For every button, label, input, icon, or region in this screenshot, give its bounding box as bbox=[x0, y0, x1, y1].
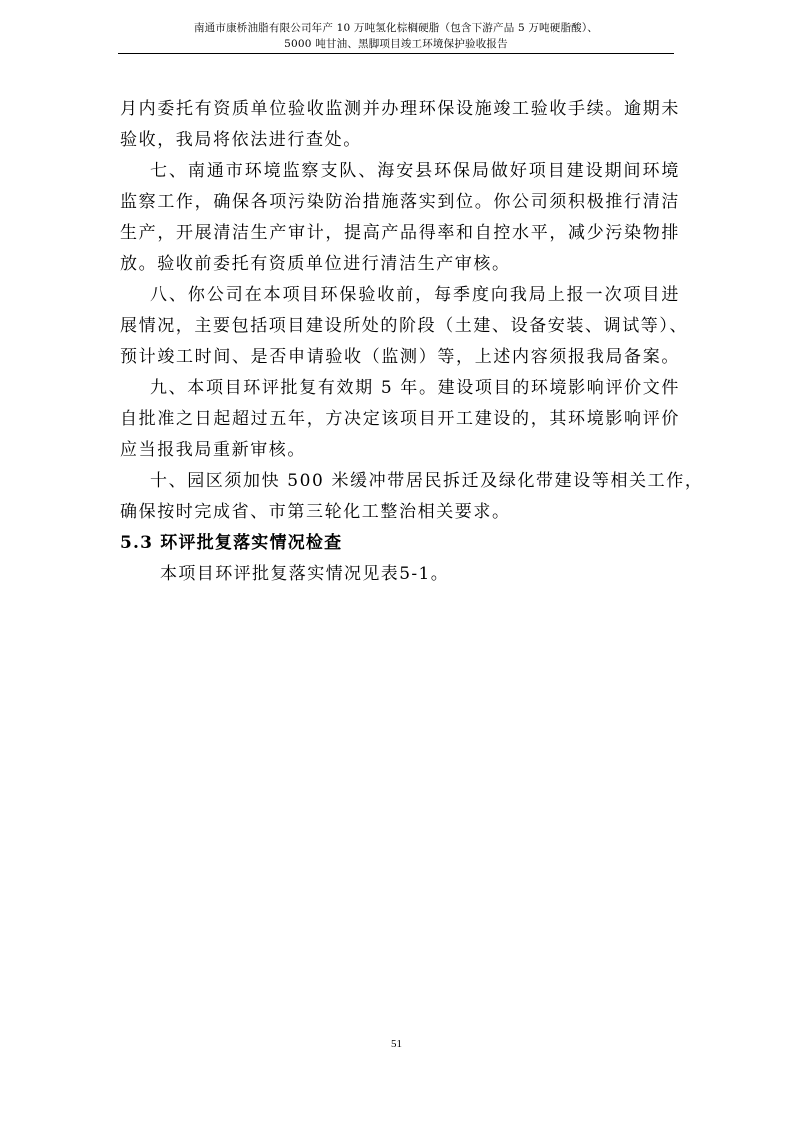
paragraph-line: 十、园区须加快 500 米缓冲带居民拆迁及绿化带建设等相关工作， bbox=[150, 471, 704, 491]
running-header bbox=[118, 20, 674, 52]
header-line-1: 南通市康桥油脂有限公司年产 10 万吨氢化棕榈硬脂（包含下游产品 5 万吨硬脂酸）、 bbox=[193, 22, 599, 34]
paragraph-line: 月内委托有资质单位验收监测并办理环保设施竣工验收手续。逾期未 bbox=[120, 99, 680, 119]
paragraph-line: 七、南通市环境监察支队、海安县环保局做好项目建设期间环境 bbox=[150, 161, 680, 181]
body-text bbox=[120, 94, 704, 590]
paragraph-line: 自批准之日起超过五年，方决定该项目开工建设的，其环境影响评价 bbox=[120, 409, 680, 429]
paragraph-line: 应当报我局重新审核。 bbox=[120, 440, 306, 460]
section-text: 本项目环评批复落实情况见表5-1。 bbox=[160, 564, 450, 584]
paragraph-line: 预计竣工时间、是否申请验收（监测）等，上述内容须报我局备案。 bbox=[120, 347, 680, 367]
paragraph-line: 八、你公司在本项目环保验收前，每季度向我局上报一次项目进 bbox=[150, 285, 680, 305]
header-line-2: 5000 吨甘油、黑脚项目竣工环境保护验收报告 bbox=[284, 38, 508, 50]
paragraph-line: 九、本项目环评批复有效期 5 年。建设项目的环境影响评价文件 bbox=[150, 378, 680, 398]
paragraph-line: 验收，我局将依法进行查处。 bbox=[120, 130, 362, 150]
paragraph-line: 放。验收前委托有资质单位进行清洁生产审核。 bbox=[120, 254, 511, 274]
section-heading: 5.3 环评批复落实情况检查 bbox=[120, 533, 343, 553]
page-number: 51 bbox=[391, 1038, 402, 1050]
paragraph-line: 确保按时完成省、市第三轮化工整治相关要求。 bbox=[120, 502, 511, 522]
header-rule bbox=[118, 53, 674, 54]
paragraph-line: 生产，开展清洁生产审计，提高产品得率和自控水平，减少污染物排 bbox=[120, 223, 680, 243]
paragraph-line: 展情况，主要包括项目建设所处的阶段（土建、设备安装、调试等）、 bbox=[120, 316, 689, 336]
paragraph-line: 监察工作，确保各项污染防治措施落实到位。你公司须积极推行清洁 bbox=[120, 192, 680, 212]
